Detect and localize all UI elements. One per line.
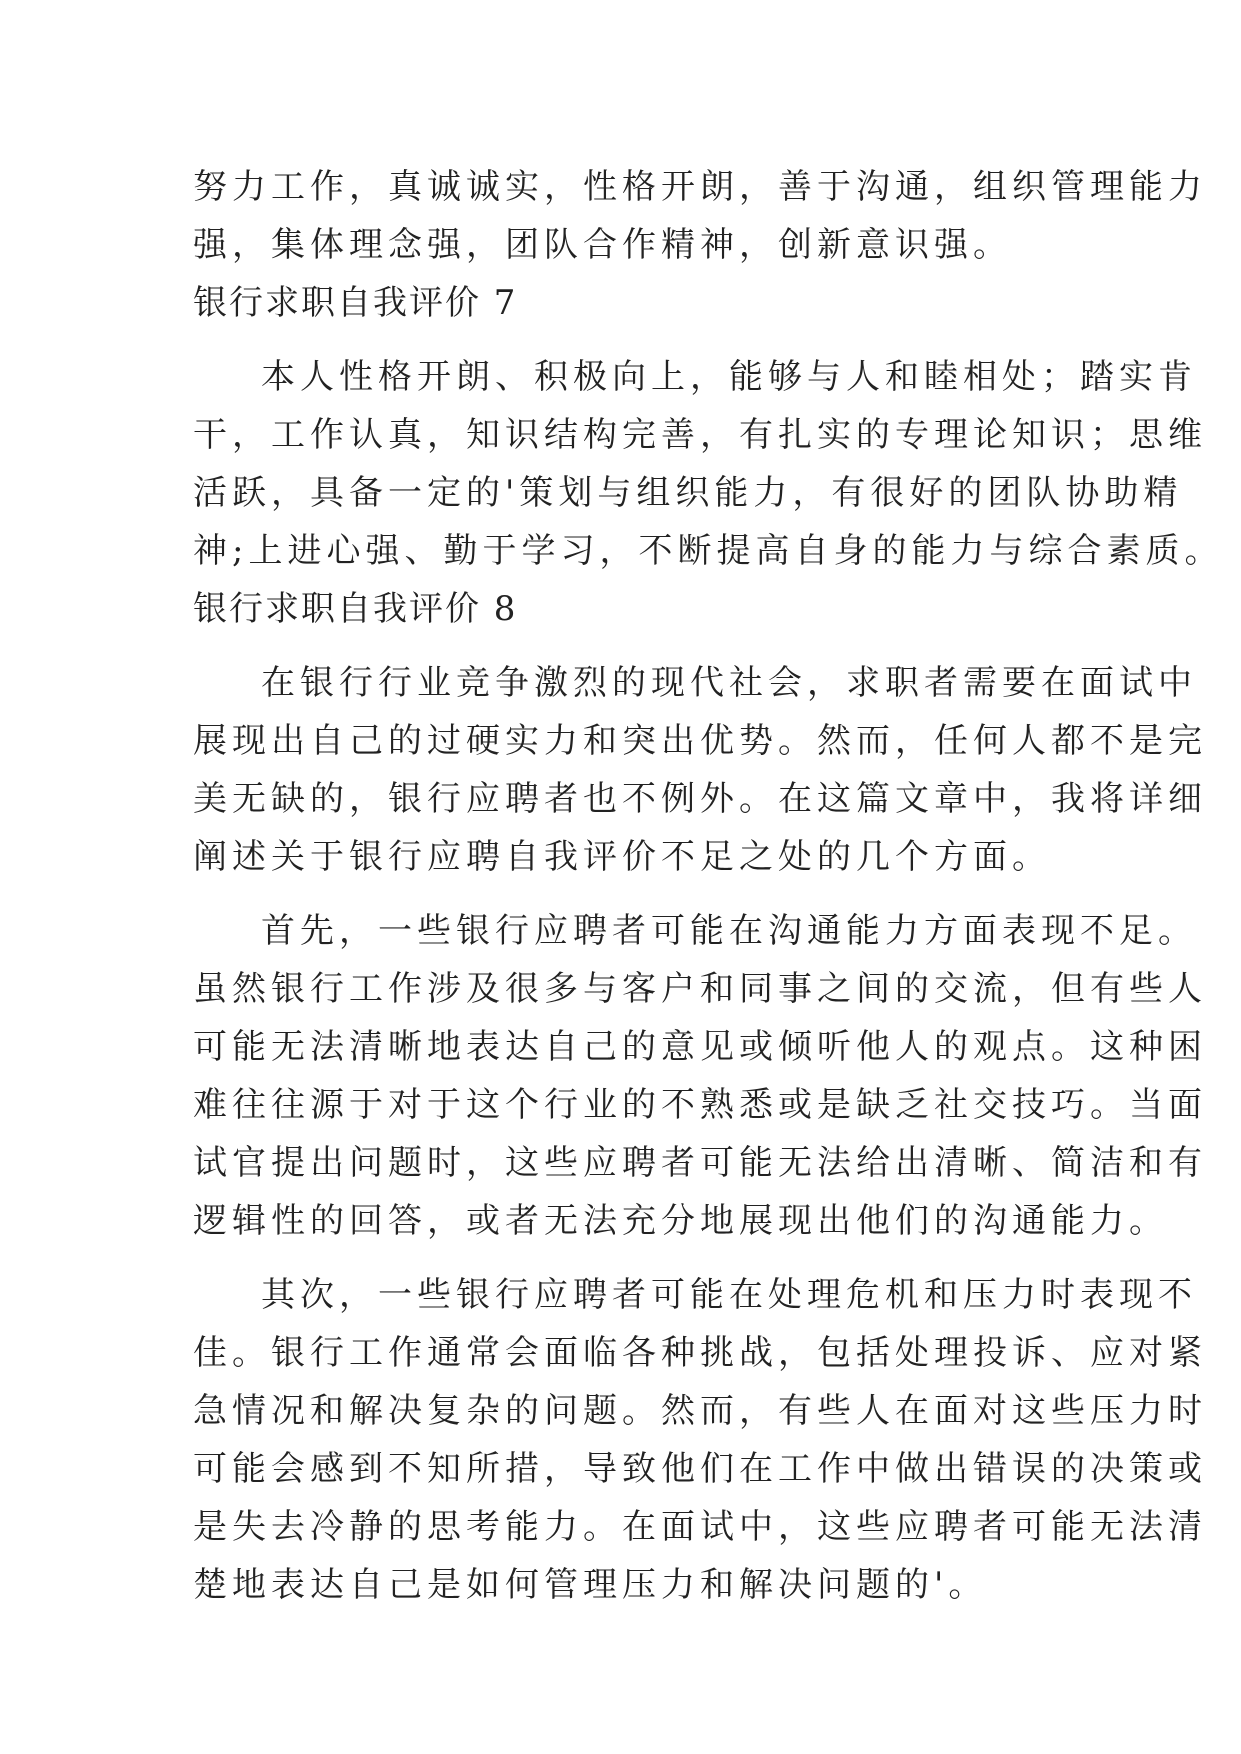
text-line: 在银行行业竞争激烈的现代社会，求职者需要在面试中 — [261, 663, 1197, 703]
text-line: 强，集体理念强，团队合作精神，创新意识强。 — [193, 225, 1012, 265]
section8-paragraph-3 — [193, 1266, 1207, 1614]
text-line: 试官提出问题时，这些应聘者可能无法给出清晰、简洁和有 — [193, 1143, 1207, 1183]
text-line: 可能无法清晰地表达自己的意见或倾听他人的观点。这种困 — [193, 1027, 1207, 1067]
text-line: 神;上进心强、勤于学习，不断提高自身的能力与综合素质。 — [193, 531, 1224, 571]
text-line: 展现出自己的过硬实力和突出优势。然而，任何人都不是完 — [193, 721, 1207, 761]
text-line: 其次，一些银行应聘者可能在处理危机和压力时表现不 — [261, 1275, 1197, 1315]
text-line: 美无缺的，银行应聘者也不例外。在这篇文章中，我将详细 — [193, 779, 1207, 819]
text-line: 阐述关于银行应聘自我评价不足之处的几个方面。 — [193, 837, 1051, 877]
text-line: 楚地表达自己是如何管理压力和解决问题的'。 — [193, 1565, 988, 1605]
section7-paragraph — [193, 348, 1224, 580]
text-line: 急情况和解决复杂的问题。然而，有些人在面对这些压力时 — [193, 1391, 1207, 1431]
text-line: 活跃，具备一定的'策划与组织能力，有很好的团队协助精 — [193, 473, 1183, 513]
text-line: 难往往源于对于这个行业的不熟悉或是缺乏社交技巧。当面 — [193, 1085, 1207, 1125]
text-line: 可能会感到不知所措，导致他们在工作中做出错误的决策或 — [193, 1449, 1207, 1489]
section8-paragraph-2 — [193, 902, 1207, 1250]
document-body — [193, 158, 1224, 1614]
text-line: 本人性格开朗、积极向上，能够与人和睦相处；踏实肯 — [261, 357, 1197, 397]
section8-paragraph-1 — [193, 654, 1207, 886]
section-heading-7: 银行求职自我评价 7 — [193, 283, 518, 323]
section-heading-8: 银行求职自我评价 8 — [193, 589, 518, 629]
text-line: 虽然银行工作涉及很多与客户和同事之间的交流，但有些人 — [193, 969, 1207, 1009]
text-line: 干，工作认真，知识结构完善，有扎实的专理论知识；思维 — [193, 415, 1207, 455]
text-line: 佳。银行工作通常会面临各种挑战，包括处理投诉、应对紧 — [193, 1333, 1207, 1373]
intro-paragraph — [193, 158, 1207, 274]
text-line: 逻辑性的回答，或者无法充分地展现出他们的沟通能力。 — [193, 1201, 1168, 1241]
text-line: 努力工作，真诚诚实，性格开朗，善于沟通，组织管理能力 — [193, 167, 1207, 207]
text-line: 首先，一些银行应聘者可能在沟通能力方面表现不足。 — [261, 911, 1197, 951]
text-line: 是失去冷静的思考能力。在面试中，这些应聘者可能无法清 — [193, 1507, 1207, 1547]
